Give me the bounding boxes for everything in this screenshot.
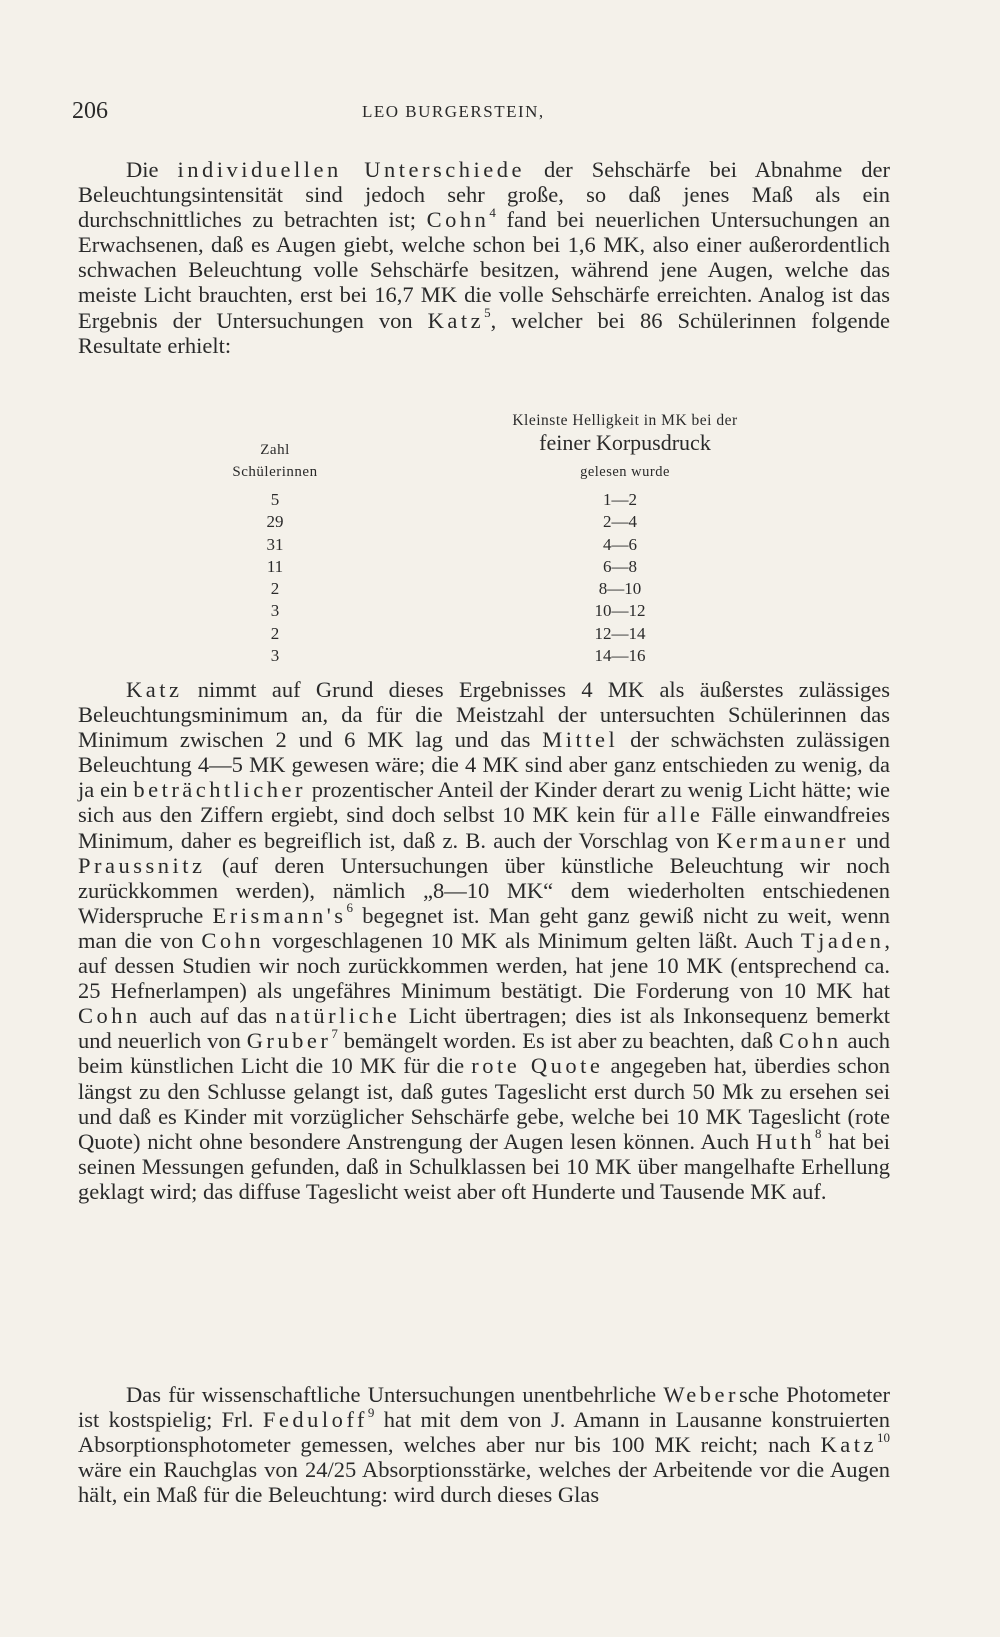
author-name: Katz bbox=[820, 1432, 877, 1458]
cell-count: 2 bbox=[270, 579, 280, 599]
text-run: auch auf das bbox=[140, 1003, 276, 1029]
table-body bbox=[215, 490, 815, 668]
emphasis: rote Quote bbox=[471, 1053, 604, 1079]
text-run: angegeben hat, überdies schon längst zu den Schlusse gelangt ist, daß gutes Tageslicht erst durch 50 Mk zu ersehen sei und daß es Kinder mit vorzüglicher Sehschärfe gebe, welche bei 10 MK Tageslicht (rote Quote) nicht ohne besondere Anstrengung der Augen lesen können. Auch bbox=[78, 1053, 890, 1154]
emphasis: Mittel bbox=[542, 727, 619, 753]
text-run: Das für wissenschaftliche Untersuchungen unentbehrliche bbox=[126, 1382, 664, 1407]
paragraph-3 bbox=[78, 1382, 890, 1507]
text-run: und bbox=[849, 827, 890, 853]
text-run: der Sehschärfe bei Abnahme der Beleuchtungsintensität sind jedoch sehr große, so daß jenes Maß als ein durchschnittliches zu betrachten ist; bbox=[78, 157, 890, 233]
footnote-ref: 7 bbox=[331, 1025, 338, 1041]
author-name: Cohn bbox=[78, 1003, 141, 1029]
text-run: Die bbox=[126, 157, 178, 182]
table-row bbox=[215, 579, 815, 601]
running-head: LEO BURGERSTEIN, bbox=[362, 102, 545, 121]
footnote-ref: 8 bbox=[815, 1126, 822, 1142]
cell-range: 4—6 bbox=[603, 534, 637, 554]
text-run: , welcher bei 86 Schülerinnen folgende Resultate erhielt: bbox=[78, 307, 890, 358]
author-name: Huth bbox=[756, 1128, 816, 1154]
emphasis: alle bbox=[656, 802, 704, 828]
table-row bbox=[215, 512, 815, 534]
cell-count: 2 bbox=[270, 623, 280, 643]
text-run: Fälle einwandfreies Minimum, daher es begreiflich ist, daß z. B. auch der Vorschlag von bbox=[78, 802, 890, 853]
table-row bbox=[215, 624, 815, 646]
author-name: Katz bbox=[427, 307, 485, 333]
text-run: Licht übertragen; dies ist als Inkonsequenz bemerkt und neuerlich von bbox=[78, 1003, 890, 1054]
author-name: Tjaden bbox=[800, 927, 885, 953]
page-header bbox=[72, 98, 890, 134]
author-name: Cohn bbox=[426, 207, 490, 233]
text-run: wäre ein Rauchglas von 24/25 Absorptionsstärke, welches der Arbeitende vor die Augen hält, ein Maß für die Beleuchtung: wird durch dieses Glas bbox=[78, 1457, 890, 1508]
emphasis: beträchtlicher bbox=[133, 777, 307, 803]
cell-range: 12—14 bbox=[594, 623, 646, 643]
table-row bbox=[215, 557, 815, 579]
cell-count: 3 bbox=[270, 601, 280, 621]
cell-count: 29 bbox=[266, 512, 284, 532]
author-name: Praussnitz bbox=[78, 852, 206, 878]
table-header-brightness: Kleinste Helligkeit in MK bei der bbox=[512, 412, 738, 429]
table-row bbox=[215, 490, 815, 512]
text-run: begegnet ist. Man geht ganz gewiß nicht zu weit, wenn man die von bbox=[78, 902, 890, 953]
page-number: 206 bbox=[72, 98, 108, 124]
cell-range: 10—12 bbox=[594, 601, 646, 621]
text-run: auch beim künstlichen Licht die 10 MK für die bbox=[78, 1028, 890, 1079]
text-run: sche Photometer ist kostspielig; Frl. bbox=[78, 1382, 891, 1433]
text-run: bemängelt worden. Es ist aber zu beachten, daß bbox=[337, 1028, 779, 1054]
text-run: prozentischer Anteil der Kinder derart zu wenig Licht hätte; wie sich aus den Ziffern ergiebt, sind doch selbst 10 MK kein für bbox=[78, 777, 890, 828]
table-row bbox=[215, 535, 815, 557]
cell-count: 31 bbox=[266, 534, 284, 554]
text-run: nimmt auf Grund dieses Ergebnisses 4 MK als äußerstes zulässiges Beleuchtungsminimum an, da für die Meistzahl der untersuchten Schülerinnen das Minimum zwischen 2 und 6 MK lag und das bbox=[78, 677, 890, 753]
cell-range: 1—2 bbox=[603, 490, 637, 509]
cell-range: 14—16 bbox=[594, 646, 646, 666]
footnote-ref: 10 bbox=[877, 1429, 890, 1445]
author-name: Katz bbox=[126, 677, 183, 702]
author-name: Gruber bbox=[246, 1028, 332, 1054]
cell-range: 2—4 bbox=[603, 512, 637, 532]
author-name: Weber bbox=[663, 1382, 740, 1407]
table-row bbox=[215, 601, 815, 623]
table-row bbox=[215, 646, 815, 668]
cell-count: 3 bbox=[270, 646, 280, 666]
footnote-ref: 5 bbox=[484, 305, 491, 321]
footnote-ref: 4 bbox=[489, 204, 496, 220]
text-run: hat bei seinen Messungen gefunden, daß in Schulklassen bei 10 MK über mangelhafte Erhellung geklagt wird; das diffuse Tageslicht weist aber oft Hunderte und Tausende MK auf. bbox=[78, 1128, 890, 1204]
author-name: Cohn bbox=[778, 1028, 842, 1054]
footnote-ref: 6 bbox=[346, 900, 354, 916]
author-name: Cohn bbox=[201, 927, 265, 953]
table-header-read: gelesen wurde bbox=[580, 464, 670, 480]
cell-count: 5 bbox=[270, 490, 280, 509]
table-header-pupils: Schülerinnen bbox=[232, 464, 318, 480]
cell-range: 8—10 bbox=[598, 579, 642, 599]
author-name: Erismann's bbox=[212, 902, 347, 928]
text-run: fand bei neuerlichen Untersuchungen an Erwachsenen, daß es Augen giebt, welche schon bei 1,6 MK, also einer außerordentlich schwachen Beleuchtung volle Sehschärfe besitzen, während jene Augen, welche das meiste Licht brauchten, erst bei 16,7 MK die volle Sehschärfe erreichten. Analog ist das Ergebnis der Untersuchungen von bbox=[78, 207, 890, 333]
author-name: Kermauner bbox=[716, 827, 850, 853]
paragraph-1 bbox=[78, 157, 890, 358]
table-header-count: Zahl bbox=[260, 442, 290, 458]
text-run: , auf dessen Studien wir noch zurückkommen werden, hat jene 10 MK (entsprechend ca. 25 Hefnerlampen) als ungefähres Minimum bestätigt. Die Forderung von 10 MK hat bbox=[78, 927, 890, 1004]
text-run: hat mit dem von J. Amann in Lausanne konstruierten Absorptionsphotometer gemessen, welches aber nur bis 100 MK reicht; nach bbox=[78, 1407, 890, 1458]
footnote-ref: 9 bbox=[367, 1404, 375, 1420]
paragraph-2 bbox=[78, 677, 890, 1204]
table-header-print: feiner Korpusdruck bbox=[539, 430, 711, 455]
emphasis: natürliche bbox=[275, 1003, 401, 1029]
emphasis: individuellen Unterschiede bbox=[177, 157, 525, 182]
cell-count: 11 bbox=[266, 556, 284, 576]
results-table bbox=[215, 412, 815, 666]
text-run: (auf deren Untersuchungen über künstliche Beleuchtung wir noch zurückkommen werden), nämlich „8—10 MK“ dem wiederholten entschiedenen Widerspruche bbox=[78, 852, 890, 928]
text-run: der schwächsten zulässigen Beleuchtung 4—5 MK gewesen wäre; die 4 MK sind aber ganz entschieden zu wenig, da ja ein bbox=[78, 727, 890, 803]
author-name: Feduloff bbox=[262, 1407, 368, 1433]
text-run: vorgeschlagenen 10 MK als Minimum gelten läßt. Auch bbox=[264, 927, 801, 953]
cell-range: 6—8 bbox=[603, 556, 637, 576]
